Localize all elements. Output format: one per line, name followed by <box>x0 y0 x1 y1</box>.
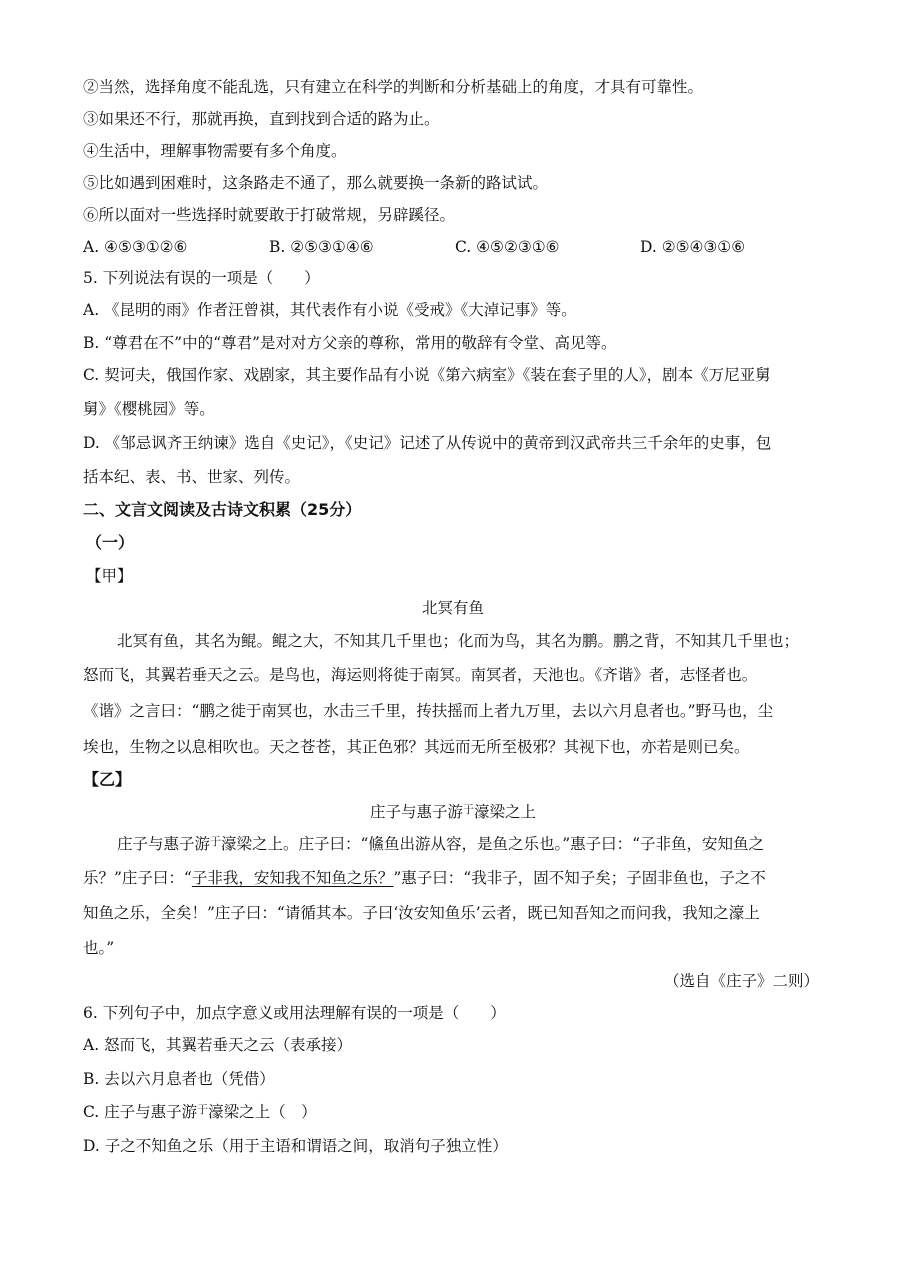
jia-title: 北冥有鱼 <box>421 599 484 617</box>
source-note: （选自《庄子》二则） <box>663 972 819 990</box>
sentence-6: ⑥所以面对一些选择时就要敢于打破常规，另辟蹊径。 <box>83 206 456 224</box>
yi-title-part1: 庄子与惠子游 <box>369 803 463 821</box>
yi-line-2-part2: ”惠子曰：“我非子，固不知子矣；子固非鱼也，子之不 <box>393 869 766 887</box>
q6-option-c <box>83 1101 823 1125</box>
q6-option-c-part1: C. 庄子与惠子游 <box>83 1103 198 1121</box>
sentence-3: ③如果还不行，那就再换，直到找到合适的路为止。 <box>83 110 440 128</box>
q4-option-d: D. ②⑤④③①⑥ <box>640 238 746 256</box>
jia-line-3: 《谐》之言曰：“鹏之徙于南冥也，水击三千里，抟扶摇而上者九万里，去以六月息者也。”野马也，尘 <box>83 702 774 720</box>
q6-option-c-small: 于 <box>197 1103 209 1116</box>
q6-option-d: D. 子之不知鱼之乐（用于主语和谓语之间，取消句子独立性） <box>83 1137 508 1155</box>
yi-line-2-part1: 乐？”庄子曰：“ <box>83 869 192 887</box>
part-1-label: （一） <box>86 533 135 552</box>
yi-label: 【乙】 <box>83 770 132 789</box>
jia-label: 【甲】 <box>86 567 133 585</box>
q5-stem: 5. 下列说法有误的一项是（ ） <box>83 269 320 287</box>
q5-option-a: A. 《昆明的雨》作者汪曾祺，其代表作有小说《受戒》《大淖记事》等。 <box>83 301 577 319</box>
q5-option-c-line1: C. 契诃夫，俄国作家、戏剧家，其主要作品有小说《第六病室》《装在套子里的人》，剧本《万尼亚舅 <box>83 366 771 384</box>
jia-line-2: 怒而飞，其翼若垂天之云。是鸟也，海运则将徙于南冥。南冥者，天池也。《齐谐》者，志怪者也。 <box>83 666 758 684</box>
underlined-sentence: 子非我，安知我不知鱼之乐？ <box>191 869 394 887</box>
section-2-title: 二、文言文阅读及古诗文积累（25分） <box>83 500 362 519</box>
yi-title <box>83 801 823 825</box>
q5-option-c-line2: 舅》《樱桃园》等。 <box>83 400 215 418</box>
q4-option-c: C. ④⑤②③①⑥ <box>455 238 560 256</box>
q5-option-d-line1: D. 《邹忌讽齐王纳谏》选自《史记》，《史记》记述了从传说中的黄帝到汉武帝共三千余年的史事，包 <box>83 434 772 452</box>
yi-line-2 <box>83 867 819 889</box>
yi-line-1-part1: 庄子与惠子游 <box>117 835 211 853</box>
q6-option-b: B. 去以六月息者也（凭借） <box>83 1070 275 1088</box>
yi-line-3: 知鱼之乐，全矣！”庄子曰：“请循其本。子曰‘汝安知鱼乐’云者，既已知吾知之而问我，我知之濠上 <box>83 904 760 922</box>
jia-line-4: 埃也，生物之以息相吹也。天之苍苍，其正色邪？其远而无所至极邪？其视下也，亦若是则已矣。 <box>83 738 750 756</box>
q4-option-a: A. ④⑤③①②⑥ <box>83 238 188 256</box>
yi-line-1-small: 于 <box>210 835 222 848</box>
jia-line-1: 北冥有鱼，其名为鲲。鲲之大，不知其几千里也；化而为鸟，其名为鹏。鹏之背，不知其几千里也； <box>117 632 800 650</box>
q6-stem: 6. 下列句子中，加点字意义或用法理解有误的一项是（ ） <box>83 1004 506 1022</box>
q5-option-d-line2: 括本纪、表、书、世家、列传。 <box>83 468 301 486</box>
sentence-4: ④生活中，理解事物需要有多个角度。 <box>83 142 347 160</box>
yi-line-1 <box>117 833 827 857</box>
q5-option-b: B. “尊君在不”中的“尊君”是对对方父亲的尊称，常用的敬辞有令堂、高见等。 <box>83 334 617 352</box>
q4-option-b: B. ②⑤③①④⑥ <box>269 238 374 256</box>
yi-line-4: 也。” <box>83 939 115 957</box>
sentence-5: ⑤比如遇到困难时，这条路走不通了，那么就要换一条新的路试试。 <box>83 174 549 192</box>
sentence-2: ②当然，选择角度不能乱选，只有建立在科学的判断和分析基础上的角度，才具有可靠性。 <box>83 78 704 96</box>
yi-line-1-part2: 濠梁之上。庄子曰：“鯈鱼出游从容，是鱼之乐也。”惠子曰：“子非鱼，安知鱼之 <box>221 835 765 853</box>
yi-title-small: 于 <box>463 803 474 816</box>
q6-option-a: A. 怒而飞，其翼若垂天之云（表承接） <box>83 1036 353 1054</box>
yi-title-part2: 濠梁之上 <box>474 803 537 821</box>
q6-option-c-part2: 濠梁之上（ ） <box>208 1103 317 1121</box>
